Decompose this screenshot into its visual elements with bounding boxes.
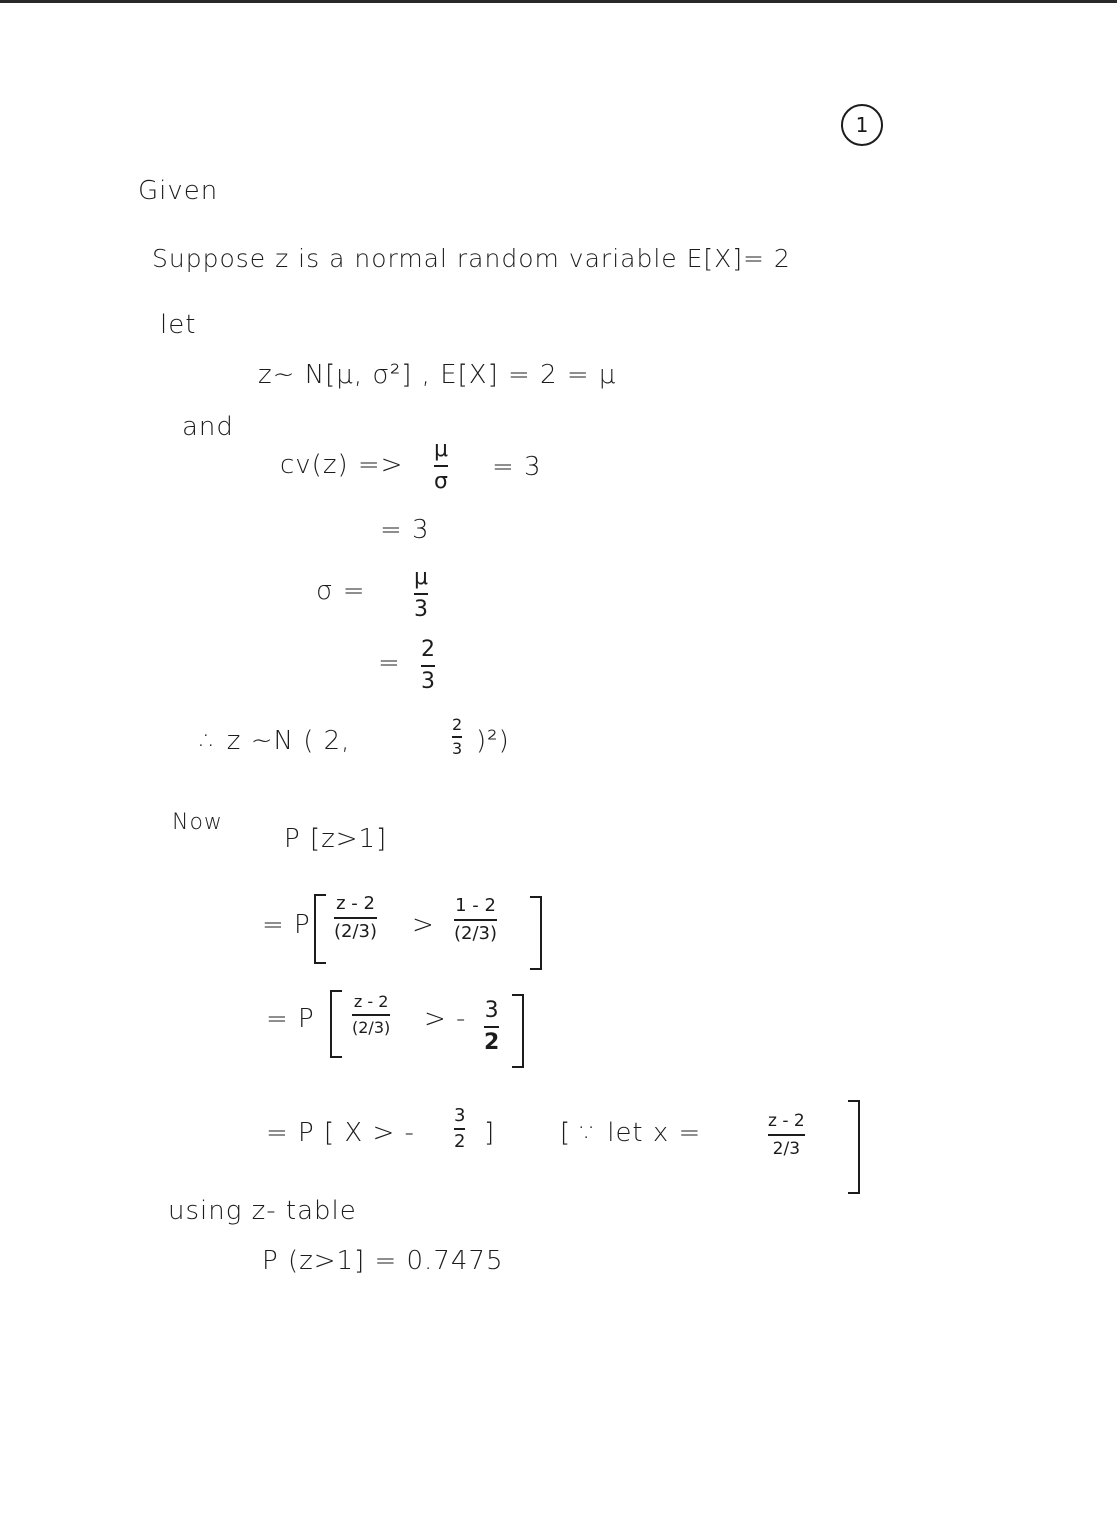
sigma-fraction-2-denominator: 3 (421, 669, 435, 694)
equals-sign: = (378, 648, 401, 678)
therefore-line: ∴ z ~N ( 2, (200, 726, 351, 756)
fraction-bar (414, 593, 428, 595)
fraction-bar (484, 1026, 499, 1028)
probability-line-1: P [z>1] (284, 824, 388, 854)
p3-left-denominator: (2/3) (352, 1018, 391, 1037)
therefore-line-end: )²) (476, 726, 510, 756)
and-label: and (182, 412, 234, 442)
p2-right-denominator: (2/3) (454, 923, 498, 944)
p3-left-fraction (352, 992, 390, 1038)
p4-fraction (454, 1106, 465, 1152)
fraction-bar (454, 919, 497, 921)
suppose-line: Suppose z is a normal random variable E[X]= 2 (152, 244, 791, 273)
p3-left-numerator: z - 2 (353, 992, 389, 1011)
right-bracket (512, 994, 524, 1068)
fraction-bar (352, 1014, 390, 1016)
cv-rhs: = 3 (492, 452, 542, 482)
therefore-fraction-numerator: 2 (452, 715, 463, 734)
p3-right-numerator: 3 (484, 998, 499, 1023)
p2-right-numerator: 1 - 2 (455, 895, 496, 916)
probability-line-4-end: ] (484, 1118, 496, 1148)
sigma-equals: σ = (316, 576, 366, 606)
greater-than-minus: > - (424, 1004, 467, 1034)
right-bracket (848, 1100, 860, 1194)
fraction-bar (421, 665, 435, 667)
p2-left-denominator: (2/3) (334, 921, 378, 942)
p4-numerator: 3 (454, 1105, 466, 1126)
fraction-bar (434, 465, 448, 467)
let-label: let (160, 310, 197, 340)
therefore-fraction-denominator: 3 (452, 739, 463, 758)
fraction-bar (454, 1128, 465, 1130)
note-denominator: 2/3 (772, 1139, 801, 1159)
greater-than: > (412, 910, 435, 940)
sigma-fraction-2 (421, 637, 435, 695)
sigma-fraction-1-numerator: μ (414, 565, 428, 590)
cv-lhs: cv(z) => (280, 450, 404, 480)
distribution-line: z~ N[μ, σ²] , E[X] = 2 = μ (258, 360, 617, 390)
cv-fraction (434, 437, 448, 495)
cv-fraction-numerator: μ (434, 437, 448, 462)
note-numerator: z - 2 (768, 1111, 805, 1131)
p2-left-numerator: z - 2 (336, 893, 375, 914)
fraction-bar (768, 1134, 805, 1136)
p2-left-fraction (334, 893, 377, 943)
right-bracket (530, 896, 542, 970)
fraction-bar (452, 736, 462, 738)
let-x-note: [ ∵ let x = (560, 1118, 702, 1148)
left-bracket (330, 990, 342, 1058)
probability-line-3-prefix: = P (266, 1004, 315, 1034)
cv-fraction-denominator: σ (434, 469, 448, 494)
sigma-fraction-1-denominator: 3 (414, 597, 428, 622)
sigma-fraction-1 (414, 565, 428, 623)
probability-line-4: = P [ X > - (266, 1118, 415, 1148)
therefore-fraction (452, 716, 462, 758)
fraction-bar (334, 917, 377, 919)
left-bracket (314, 894, 326, 964)
p3-right-fraction (484, 998, 499, 1056)
note-fraction (768, 1110, 805, 1160)
sigma-fraction-2-numerator: 2 (421, 637, 435, 662)
page-number: 1 (841, 104, 883, 146)
using-z-table-line: using z- table (168, 1196, 357, 1226)
now-label: Now (172, 810, 223, 835)
p4-denominator: 2 (454, 1131, 466, 1152)
page-top-edge (0, 0, 1117, 3)
probability-line-2-prefix: = P (262, 910, 311, 940)
equals-three-line: = 3 (380, 515, 430, 545)
result-line: P (z>1] = 0.7475 (262, 1246, 504, 1276)
p3-right-denominator: 2 (484, 1030, 500, 1055)
given-label: Given (138, 176, 219, 206)
p2-right-fraction (454, 895, 497, 945)
